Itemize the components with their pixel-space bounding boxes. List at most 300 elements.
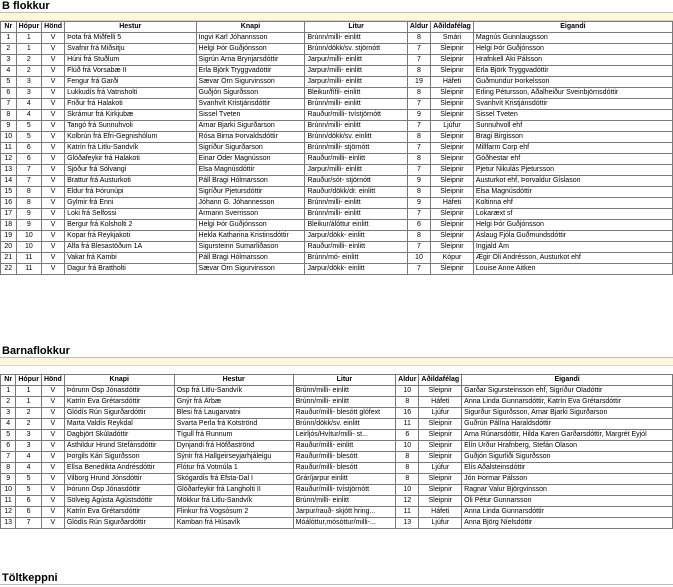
table-row [1, 264, 673, 275]
cell-aldur: 8 [407, 33, 430, 44]
table-row [1, 419, 673, 430]
cell-hond: V [41, 408, 64, 419]
cell-eigandi: Ægir Óli Andrésson, Austurkot ehf [473, 253, 672, 264]
cell-litur: Rauður/milli- tvístjörnótt [293, 485, 396, 496]
cell-hopur: 9 [16, 220, 42, 231]
table-row [1, 242, 673, 253]
cell-hond: V [42, 198, 65, 209]
cell-litur: Brúnn/dökk/sv. stjörnótt [305, 44, 407, 55]
cell-hopur: 3 [16, 88, 42, 99]
cell-aldur: 7 [407, 165, 430, 176]
cell-nr: 4 [1, 66, 17, 77]
cell-litur: Rauður/milli- blesótt [293, 452, 396, 463]
cell-nr: 13 [1, 165, 17, 176]
cell-hond: V [42, 88, 65, 99]
cell-aldur: 8 [407, 66, 430, 77]
cell-aldur: 6 [407, 220, 430, 231]
cell-adildafelag: Sleipnir [431, 110, 474, 121]
cell-adildafelag: Sleipnir [419, 430, 462, 441]
cell-hestur: Vakar frá Kambi [65, 253, 196, 264]
cell-litur: Brúnn/milli- stjörnótt [305, 143, 407, 154]
table-row [1, 253, 673, 264]
col-header-nr: Nr [1, 375, 16, 386]
cell-nr: 18 [1, 220, 17, 231]
cell-hond: V [41, 397, 64, 408]
cell-hopur: 5 [16, 485, 42, 496]
table-row [1, 143, 673, 154]
cell-knapi: Elsa Magnúsdóttir [196, 165, 305, 176]
cell-hestur: Brattur frá Austurkoti [65, 176, 196, 187]
cell-hestur: Sýnir frá Hallgeirseyjarhjáleigu [174, 452, 293, 463]
cell-litur: Brúnn/milli- einlitt [305, 209, 407, 220]
cell-eigandi: Elís Aðalsteinsdóttir [462, 463, 673, 474]
cell-hond: V [41, 463, 64, 474]
cell-hond: V [42, 242, 65, 253]
cell-eigandi: Elín Urður Hrafnberg, Stefán Ólason [462, 441, 673, 452]
cell-hond: V [42, 99, 65, 110]
b-flokkur-table [0, 21, 673, 275]
cell-hond: V [41, 441, 64, 452]
cell-adildafelag: Sleipnir [419, 386, 462, 397]
cell-adildafelag: Sleipnir [419, 485, 462, 496]
col-header-hopur: Hópur [16, 22, 42, 33]
cell-aldur: 10 [407, 253, 430, 264]
cell-hond: V [41, 452, 64, 463]
cell-hestur: Svafnir frá Miðsitju [65, 44, 196, 55]
cell-litur: Jarpur/rauð- skjótt hring... [293, 507, 396, 518]
cell-aldur: 9 [407, 110, 430, 121]
cell-litur: Rauður/milli- blesótt [293, 463, 396, 474]
cell-hopur: 6 [16, 154, 42, 165]
cell-hond: V [42, 77, 65, 88]
cell-nr: 6 [1, 441, 16, 452]
table-row [1, 44, 673, 55]
col-header-eigandi: Eigandi [462, 375, 673, 386]
cell-litur: Brúnn/milli- einlitt [305, 198, 407, 209]
cell-adildafelag: Sleipnir [431, 209, 474, 220]
table-row [1, 110, 673, 121]
cell-knapi: Ármann Sverrisson [196, 209, 305, 220]
cell-knapi: Þórunn Ösp Jónasdóttir [64, 386, 174, 397]
cell-adildafelag: Sleipnir [419, 496, 462, 507]
cell-nr: 11 [1, 496, 16, 507]
cell-aldur: 11 [396, 419, 419, 430]
cell-eigandi: Austurkot ehf, Þorvaldur Gíslason [473, 176, 672, 187]
table-row [1, 408, 673, 419]
cell-eigandi: Louise Anne Aitken [473, 264, 672, 275]
cell-aldur: 10 [396, 386, 419, 397]
cell-hestur: Bergur frá Kolsholti 2 [65, 220, 196, 231]
cell-litur: Brúnn/mó- einlitt [305, 253, 407, 264]
cell-aldur: 19 [407, 77, 430, 88]
cell-hestur: Flinkur frá Vogsósum 2 [174, 507, 293, 518]
col-header-hond: Hönd [41, 375, 64, 386]
cell-hond: V [41, 474, 64, 485]
cell-knapi: Katrín Eva Grétarsdóttir [64, 397, 174, 408]
cell-aldur: 16 [396, 408, 419, 419]
cell-nr: 11 [1, 143, 17, 154]
cell-eigandi: Sunnuhvoll ehf [473, 121, 672, 132]
cell-knapi: Rósa Birna Þorvaldsdóttir [196, 132, 305, 143]
cell-adildafelag: Sleipnir [431, 231, 474, 242]
cell-aldur: 7 [407, 242, 430, 253]
cell-hestur: Ösp frá Litlu-Sandvík [174, 386, 293, 397]
cell-knapi: Páll Bragi Hólmarsson [196, 253, 305, 264]
cell-aldur: 8 [396, 397, 419, 408]
col-header-litur: Litur [293, 375, 396, 386]
cell-knapi: Sigrún Arna Brynjarsdóttir [196, 55, 305, 66]
cell-aldur: 12 [396, 496, 419, 507]
table-row [1, 386, 673, 397]
col-header-eigandi: Eigandi [473, 22, 672, 33]
cell-eigandi: Óli Pétur Gunnarsson [462, 496, 673, 507]
cell-eigandi: Erla Björk Tryggvadóttir [473, 66, 672, 77]
cell-knapi: Guðjón Sigurðsson [196, 88, 305, 99]
cell-litur: Brúnn/dökk/sv. einlitt [305, 132, 407, 143]
col-header-hopur: Hópur [16, 375, 42, 386]
cell-aldur: 10 [396, 485, 419, 496]
cell-litur: Rauður/milli- einlitt [305, 242, 407, 253]
cell-adildafelag: Sleipnir [431, 154, 474, 165]
cell-knapi: Þórunn Ösp Jónasdóttir [64, 485, 174, 496]
cell-litur: Jarpur/milli- einlitt [305, 165, 407, 176]
cell-hopur: 2 [16, 55, 42, 66]
cell-aldur: 8 [407, 132, 430, 143]
col-header-hond: Hönd [42, 22, 65, 33]
cell-litur: Rauður/dökk/dr. einlitt [305, 187, 407, 198]
table-row [1, 231, 673, 242]
cell-knapi: Sölveig Ágústa Ágústsdóttir [64, 496, 174, 507]
cell-hond: V [41, 518, 64, 529]
cell-hond: V [41, 496, 64, 507]
cell-adildafelag: Smári [431, 33, 474, 44]
cell-nr: 1 [1, 386, 16, 397]
cell-hopur: 1 [16, 397, 42, 408]
cell-adildafelag: Sleipnir [431, 99, 474, 110]
cell-litur: Grár/jarpur einlitt [293, 474, 396, 485]
cell-aldur: 8 [396, 452, 419, 463]
cell-hestur: Kolbrún frá Efri-Gegnishólum [65, 132, 196, 143]
cell-hestur: Sjóður frá Sólvangi [65, 165, 196, 176]
cell-knapi: Sigursteinn Sumarliðason [196, 242, 305, 253]
cell-knapi: Jóhann G. Jóhannesson [196, 198, 305, 209]
cell-hond: V [42, 132, 65, 143]
section-title-toltkeppni: Töltkeppni [0, 572, 673, 585]
cell-aldur: 9 [407, 198, 430, 209]
cell-hopur: 1 [16, 386, 42, 397]
col-header-adildafelag: Aðildafélag [419, 375, 462, 386]
cell-knapi: Helgi Þór Guðjónsson [196, 220, 305, 231]
cell-adildafelag: Sleipnir [419, 441, 462, 452]
cell-eigandi: Guðrún Pálína Haraldsdóttir [462, 419, 673, 430]
cell-hestur: Gnýr frá Árbæ [174, 397, 293, 408]
cell-litur: Brúnn/milli- einlitt [293, 496, 396, 507]
cell-litur: Rauður/milli- blesótt glófext [293, 408, 396, 419]
cell-hond: V [42, 209, 65, 220]
cell-eigandi: Millfarm Corp ehf [473, 143, 672, 154]
cell-nr: 14 [1, 176, 17, 187]
cell-hestur: Dynjandi frá Höfðaströnd [174, 441, 293, 452]
cell-hestur: Flótur frá Votmúla 1 [174, 463, 293, 474]
cell-hopur: 5 [16, 132, 42, 143]
cell-aldur: 10 [396, 441, 419, 452]
cell-hestur: Tígull frá Runnum [174, 430, 293, 441]
cell-adildafelag: Sleipnir [431, 66, 474, 77]
cell-hestur: Þota frá Miðfelli 5 [65, 33, 196, 44]
cell-hestur: Glóðafeykir frá Halakoti [65, 154, 196, 165]
cell-hestur: Skrámur frá Kirkjubæ [65, 110, 196, 121]
cell-hond: V [41, 386, 64, 397]
cell-hestur: Gylmir frá Enni [65, 198, 196, 209]
cell-adildafelag: Ljúfur [419, 463, 462, 474]
cell-hond: V [42, 220, 65, 231]
cell-hestur: Kopar frá Reykjakoti [65, 231, 196, 242]
cell-aldur: 8 [407, 231, 430, 242]
table-row [1, 88, 673, 99]
cell-hopur: 6 [16, 496, 42, 507]
cell-eigandi: Guðmundur Þorkelsson [473, 77, 672, 88]
cell-nr: 21 [1, 253, 17, 264]
cell-knapi: Katrín Eva Grétarsdóttir [64, 507, 174, 518]
cell-knapi: Hekla Katharina Kristinsdóttir [196, 231, 305, 242]
cell-aldur: 6 [396, 430, 419, 441]
cell-aldur: 9 [407, 176, 430, 187]
cell-eigandi: Erling Pétursson, Aðalheiður Sveinbjörnsdóttir [473, 88, 672, 99]
cell-hopur: 4 [16, 452, 42, 463]
cell-knapi: Sævar Örn Sigurvinsson [196, 77, 305, 88]
cell-adildafelag: Ljúfur [419, 408, 462, 419]
table-row [1, 463, 673, 474]
cell-knapi: Elísa Benedikta Andrésdóttir [64, 463, 174, 474]
cell-litur: Jarpur/dökk- einlitt [305, 264, 407, 275]
cell-litur: Brúnn/milli- einlitt [305, 33, 407, 44]
cell-aldur: 8 [407, 187, 430, 198]
cell-litur: Rauður/milli- einlitt [293, 441, 396, 452]
cell-nr: 16 [1, 198, 17, 209]
cell-eigandi: Anna Björg Níelsdóttir [462, 518, 673, 529]
cell-adildafelag: Sleipnir [431, 44, 474, 55]
cell-knapi: Vilborg Hrund Jónsdóttir [64, 474, 174, 485]
col-header-adildafelag: Aðildafélag [431, 22, 474, 33]
cell-litur: Bleikur/álóttur einlitt [305, 220, 407, 231]
cell-hond: V [42, 253, 65, 264]
cell-hestur: Mökkur frá Litlu-Sandvík [174, 496, 293, 507]
cell-eigandi: Magnús Gunnlaugsson [473, 33, 672, 44]
cell-hopur: 2 [16, 408, 42, 419]
cell-knapi: Glódís Rún Sigurðardóttir [64, 518, 174, 529]
cell-litur: Brúnn/milli- einlitt [293, 397, 396, 408]
cell-hestur: Eldur frá Þórunúpi [65, 187, 196, 198]
cell-hond: V [41, 507, 64, 518]
cell-knapi: Dagbjört Skúladóttir [64, 430, 174, 441]
col-header-litur: Litur [305, 22, 407, 33]
cell-hopur: 10 [16, 231, 42, 242]
cell-knapi: Sissel Tveten [196, 110, 305, 121]
cell-eigandi: Lokaræxt sf [473, 209, 672, 220]
cell-knapi: Þorgils Kári Sigurðsson [64, 452, 174, 463]
cell-adildafelag: Sleipnir [431, 176, 474, 187]
table-row [1, 132, 673, 143]
cell-nr: 4 [1, 419, 16, 430]
cell-hopur: 1 [16, 44, 42, 55]
cell-knapi: Erla Björk Tryggvadóttir [196, 66, 305, 77]
table-row [1, 441, 673, 452]
cell-hopur: 3 [16, 77, 42, 88]
cell-knapi: Marta Valdís Reykdal [64, 419, 174, 430]
cell-nr: 15 [1, 187, 17, 198]
cell-litur: Rauður/milli- tvístjörnótt [305, 110, 407, 121]
cell-hopur: 7 [16, 165, 42, 176]
cell-adildafelag: Sleipnir [419, 452, 462, 463]
cell-hopur: 4 [16, 110, 42, 121]
cell-hestur: Loki frá Selfossi [65, 209, 196, 220]
cell-adildafelag: Sleipnir [431, 132, 474, 143]
table-header-row [1, 22, 673, 33]
cell-litur: Brúnn/milli- einlitt [305, 121, 407, 132]
cell-hopur: 11 [16, 264, 42, 275]
cell-hestur: Blesi frá Laugarvatni [174, 408, 293, 419]
cell-hopur: 9 [16, 209, 42, 220]
cell-eigandi: Guðjón Sigurliði Sigurðsson [462, 452, 673, 463]
cell-knapi: Sigríður Pjetursdóttir [196, 187, 305, 198]
cell-nr: 3 [1, 55, 17, 66]
cell-hond: V [42, 187, 65, 198]
col-header-nr: Nr [1, 22, 17, 33]
cell-eigandi: Helgi Þór Guðjónsson [473, 44, 672, 55]
cell-hopur: 6 [16, 143, 42, 154]
cell-adildafelag: Háfeti [419, 507, 462, 518]
cell-eigandi: Bragi Birgisson [473, 132, 672, 143]
cell-hond: V [42, 44, 65, 55]
cell-hond: V [42, 165, 65, 176]
cell-hopur: 5 [16, 474, 42, 485]
cell-nr: 3 [1, 408, 16, 419]
cell-knapi: Helgi Þór Guðjónsson [196, 44, 305, 55]
cell-adildafelag: Háfeti [431, 198, 474, 209]
cell-eigandi: Ingjald Ám [473, 242, 672, 253]
cell-nr: 7 [1, 99, 17, 110]
cell-adildafelag: Sleipnir [431, 242, 474, 253]
cell-adildafelag: Sleipnir [419, 419, 462, 430]
cell-hestur: Húni frá Stuðlum [65, 55, 196, 66]
cell-litur: Bleikur/fífil- einlitt [305, 88, 407, 99]
cell-adildafelag: Ljúfur [419, 518, 462, 529]
cell-nr: 12 [1, 507, 16, 518]
cell-hestur: Katrín frá Litlu-Sandvík [65, 143, 196, 154]
cell-aldur: 7 [407, 209, 430, 220]
table-row [1, 198, 673, 209]
cell-hond: V [42, 66, 65, 77]
cell-nr: 1 [1, 33, 17, 44]
table-row [1, 77, 673, 88]
col-header-aldur: Aldur [407, 22, 430, 33]
cell-hopur: 7 [16, 176, 42, 187]
cell-hond: V [41, 419, 64, 430]
cell-litur: Jarpur/dökk- einlitt [305, 231, 407, 242]
cell-hopur: 3 [16, 430, 42, 441]
cell-knapi: Arnar Bjarki Sigurðarson [196, 121, 305, 132]
col-header-knapi: Knapi [196, 22, 305, 33]
cell-eigandi: Pjetur Nikulás Pjetursson [473, 165, 672, 176]
cell-hopur: 5 [16, 121, 42, 132]
cell-hopur: 10 [16, 242, 42, 253]
cell-knapi: Sigríður Sigurðarson [196, 143, 305, 154]
cell-nr: 7 [1, 452, 16, 463]
cell-adildafelag: Sleipnir [431, 187, 474, 198]
cell-hestur: Svarta Perla frá Kotströnd [174, 419, 293, 430]
cell-eigandi: Áslaug Fjóla Guðmundsdóttir [473, 231, 672, 242]
cell-knapi: Ingvi Karl Jóhannsson [196, 33, 305, 44]
table-row [1, 121, 673, 132]
cell-adildafelag: Sleipnir [431, 264, 474, 275]
cell-hond: V [42, 33, 65, 44]
cell-litur: Jarpur/milli- einlitt [305, 77, 407, 88]
cell-nr: 10 [1, 485, 16, 496]
cell-litur: Móálóttur,mósóttur/milli-... [293, 518, 396, 529]
cell-hestur: Skógardís frá Efsta-Dal I [174, 474, 293, 485]
table-row [1, 518, 673, 529]
table-row [1, 154, 673, 165]
cell-eigandi: Anna Linda Gunnarsdóttir, Katrín Eva Grétarsdóttir [462, 397, 673, 408]
cell-aldur: 7 [407, 264, 430, 275]
cell-adildafelag: Sleipnir [431, 220, 474, 231]
cell-hopur: 1 [16, 33, 42, 44]
cell-adildafelag: Sleipnir [431, 143, 474, 154]
cell-nr: 2 [1, 397, 16, 408]
cell-nr: 5 [1, 77, 17, 88]
cell-eigandi: Svanhvít Kristjánsdóttir [473, 99, 672, 110]
table-row [1, 430, 673, 441]
cell-hopur: 7 [16, 518, 42, 529]
col-header-hestur: Hestur [65, 22, 196, 33]
cell-litur: Jarpur/milli- einlitt [305, 55, 407, 66]
cell-eigandi: Anna Linda Gunnarsdóttir [462, 507, 673, 518]
cell-hopur: 11 [16, 253, 42, 264]
cell-litur: Rauður/milli- einlitt [305, 154, 407, 165]
cell-hond: V [41, 430, 64, 441]
table-row [1, 452, 673, 463]
table-row [1, 176, 673, 187]
cell-hond: V [42, 110, 65, 121]
cell-hestur: Fengur frá Garði [65, 77, 196, 88]
table-row [1, 507, 673, 518]
cell-eigandi: Sigurður Sigurðsson, Arnar Bjarki Sigurðarson [462, 408, 673, 419]
section-spacer [0, 358, 673, 366]
table-row [1, 187, 673, 198]
cell-aldur: 7 [407, 143, 430, 154]
cell-hestur: Flúð frá Vorsabæ II [65, 66, 196, 77]
cell-eigandi: Jón Þormar Pálsson [462, 474, 673, 485]
cell-hopur: 4 [16, 463, 42, 474]
cell-hond: V [42, 154, 65, 165]
table-row [1, 474, 673, 485]
table-row [1, 33, 673, 44]
cell-adildafelag: Sleipnir [419, 474, 462, 485]
col-header-aldur: Aldur [396, 375, 419, 386]
cell-litur: Brúnn/dökk/sv. einlitt [293, 419, 396, 430]
cell-aldur: 8 [407, 88, 430, 99]
cell-litur: Jarpur/milli- einlitt [305, 66, 407, 77]
col-header-hestur: Hestur [174, 375, 293, 386]
cell-adildafelag: Háfeti [419, 397, 462, 408]
cell-hopur: 4 [16, 99, 42, 110]
cell-nr: 8 [1, 463, 16, 474]
table-row [1, 99, 673, 110]
cell-hestur: Kamban frá Húsavík [174, 518, 293, 529]
table-row [1, 66, 673, 77]
table-row [1, 485, 673, 496]
cell-aldur: 7 [407, 55, 430, 66]
